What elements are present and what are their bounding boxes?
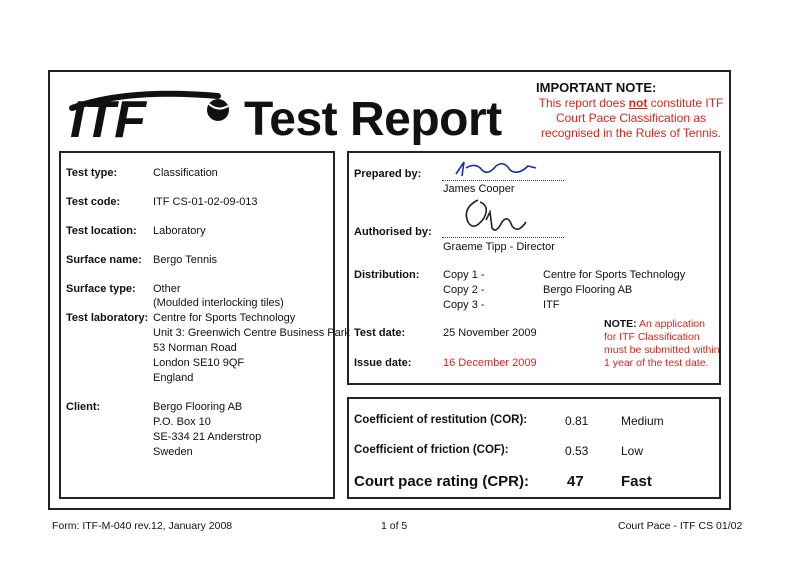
prepared-signature-line xyxy=(442,180,564,181)
test-type-label: Test type: xyxy=(66,167,118,179)
test-location-value: Laboratory xyxy=(153,225,206,237)
application-note: NOTE: An application for ITF Classification must be submitted within 1 year of the test date. xyxy=(604,318,720,369)
client-address-line: Bergo Flooring AB xyxy=(153,401,243,413)
distribution-label: Distribution: xyxy=(354,269,420,281)
authorised-by-name: Graeme Tipp - Director xyxy=(443,241,555,253)
cor-classification: Medium xyxy=(621,414,664,428)
form-reference: Form: ITF-M-040 rev.12, January 2008 xyxy=(52,520,233,532)
lab-address-line: England xyxy=(153,372,194,384)
surface-type-label: Surface type: xyxy=(66,283,136,295)
authorised-by-label: Authorised by: xyxy=(354,226,432,238)
distribution-recipient: Centre for Sports Technology xyxy=(543,269,686,281)
issue-date-value: 16 December 2009 xyxy=(443,357,537,369)
distribution-copy: Copy 1 - xyxy=(443,269,485,281)
distribution-recipient: Bergo Flooring AB xyxy=(543,284,633,296)
surface-name-value: Bergo Tennis xyxy=(153,254,218,266)
cor-label: Coefficient of restitution (COR): xyxy=(354,414,528,426)
client-label: Client: xyxy=(66,401,101,413)
important-note xyxy=(536,80,726,141)
authorised-signature xyxy=(456,192,536,242)
authorised-signature-line xyxy=(442,237,564,238)
test-type-value: Classification xyxy=(153,167,218,179)
document-reference: Court Pace - ITF CS 01/02 xyxy=(618,520,743,532)
cof-value: 0.53 xyxy=(565,444,589,458)
test-code-value: ITF CS-01-02-09-013 xyxy=(153,196,258,208)
logo-text: ITF xyxy=(70,91,145,149)
important-note-heading: IMPORTANT NOTE: xyxy=(536,80,657,95)
prepared-by-label: Prepared by: xyxy=(354,168,422,180)
cof-label: Coefficient of friction (COF): xyxy=(354,444,509,456)
test-laboratory-label: Test laboratory: xyxy=(66,312,149,324)
cpr-label: Court pace rating (CPR): xyxy=(354,473,530,490)
lab-address-line: London SE10 9QF xyxy=(153,357,245,369)
lab-address-line: 53 Norman Road xyxy=(153,342,237,354)
distribution-recipient: ITF xyxy=(543,299,560,311)
surface-type-value: Other xyxy=(153,283,181,295)
surface-type-detail: (Moulded interlocking tiles) xyxy=(153,297,284,309)
issue-date-label: Issue date: xyxy=(354,357,412,369)
important-note-body: This report does not constitute ITF Court Pace Classification as recognised in the Rules of Tennis. xyxy=(538,96,724,140)
prepared-by-name: James Cooper xyxy=(443,183,515,195)
cof-classification: Low xyxy=(621,444,644,458)
distribution-copy: Copy 2 - xyxy=(443,284,485,296)
test-date-value: 25 November 2009 xyxy=(443,327,537,339)
cpr-classification: Fast xyxy=(621,473,652,490)
lab-address-line: Unit 3: Greenwich Centre Business Park xyxy=(153,327,350,339)
client-address-line: SE-334 21 Anderstrop xyxy=(153,431,262,443)
page-title: Test Report xyxy=(244,93,502,146)
distribution-copy: Copy 3 - xyxy=(443,299,485,311)
cor-value: 0.81 xyxy=(565,414,589,428)
client-address-line: Sweden xyxy=(153,446,193,458)
client-address-line: P.O. Box 10 xyxy=(153,416,211,428)
lab-address-line: Centre for Sports Technology xyxy=(153,312,296,324)
prepared-signature xyxy=(452,158,542,180)
page-number: 1 of 5 xyxy=(381,520,408,532)
test-code-label: Test code: xyxy=(66,196,121,208)
surface-name-label: Surface name: xyxy=(66,254,142,266)
cpr-value: 47 xyxy=(567,473,584,490)
test-location-label: Test location: xyxy=(66,225,137,237)
test-date-label: Test date: xyxy=(354,327,406,339)
